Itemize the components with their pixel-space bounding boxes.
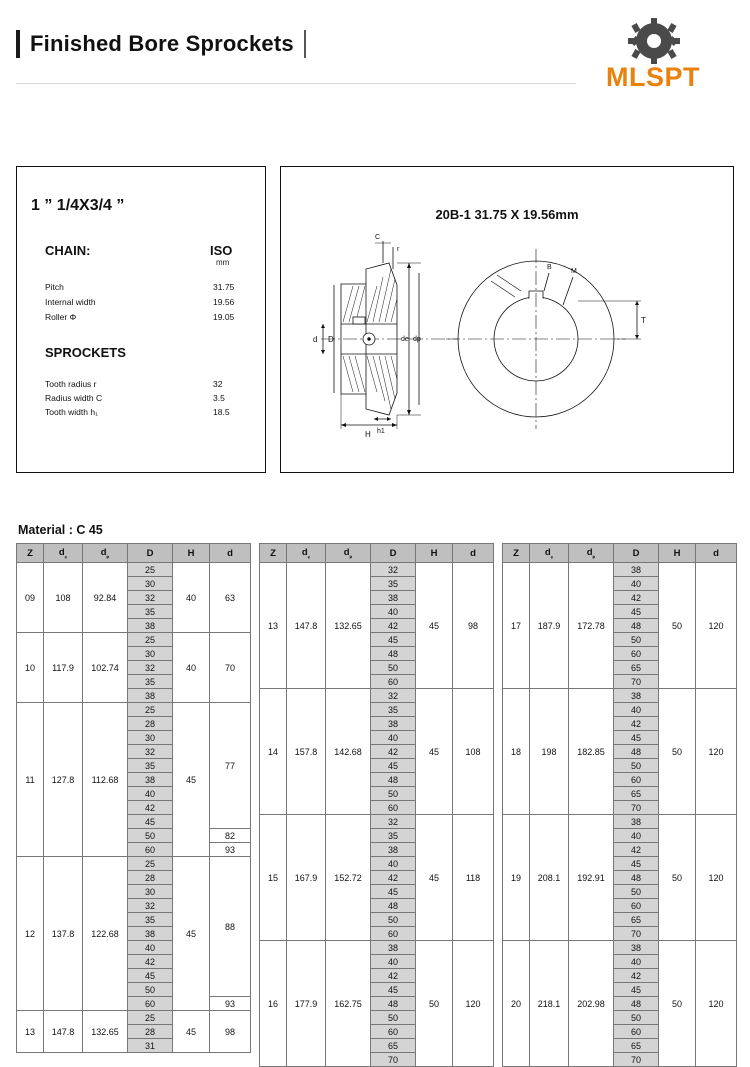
sprocket-table-middle xyxy=(259,543,494,1067)
column-header: d xyxy=(210,544,251,563)
cell-bore: 42 xyxy=(128,801,173,815)
cell-dp: 112.68 xyxy=(83,703,128,857)
cell-dp: 152.72 xyxy=(326,815,371,941)
cell-bore: 60 xyxy=(128,997,173,1011)
page-title-wrap xyxy=(16,30,306,58)
cell-bore: 48 xyxy=(371,997,416,1011)
cell-d: 120 xyxy=(696,815,737,941)
cell-bore: 65 xyxy=(371,1039,416,1053)
column-header: d xyxy=(696,544,737,563)
cell-bore: 35 xyxy=(128,605,173,619)
cell-bore: 32 xyxy=(128,899,173,913)
cell-d: 120 xyxy=(696,689,737,815)
column-header: Z xyxy=(17,544,44,563)
cell-z: 13 xyxy=(260,563,287,689)
svg-text:de: de xyxy=(401,336,409,343)
cell-bore: 42 xyxy=(371,969,416,983)
svg-text:T: T xyxy=(641,316,646,325)
column-header: D xyxy=(128,544,173,563)
cell-bore: 45 xyxy=(128,969,173,983)
cell-bore: 28 xyxy=(128,1025,173,1039)
cell-h: 45 xyxy=(173,857,210,1011)
sprocket-table-left xyxy=(16,543,251,1053)
logo-wordmark: MLSPT xyxy=(606,62,700,92)
cell-bore: 50 xyxy=(614,633,659,647)
table-row xyxy=(260,941,494,955)
cell-bore: 50 xyxy=(614,885,659,899)
cell-de: 108 xyxy=(44,563,83,633)
cell-h: 50 xyxy=(659,563,696,689)
table-row xyxy=(503,689,737,703)
cell-bore: 60 xyxy=(614,899,659,913)
cell-bore: 48 xyxy=(371,647,416,661)
iso-unit-label: mm xyxy=(216,258,230,267)
cell-bore: 50 xyxy=(371,661,416,675)
cell-bore: 60 xyxy=(614,773,659,787)
cell-bore: 38 xyxy=(614,941,659,955)
cell-bore: 31 xyxy=(128,1039,173,1053)
cell-bore: 42 xyxy=(128,955,173,969)
cell-bore: 40 xyxy=(371,857,416,871)
cell-bore: 40 xyxy=(614,829,659,843)
cell-de: 208.1 xyxy=(530,815,569,941)
cell-d: 88 xyxy=(210,857,251,997)
cell-bore: 70 xyxy=(614,801,659,815)
cell-bore: 38 xyxy=(371,591,416,605)
cell-dp: 162.75 xyxy=(326,941,371,1067)
cell-h: 45 xyxy=(416,689,453,815)
cell-bore: 38 xyxy=(128,689,173,703)
column-header: $d_{_e}$ xyxy=(287,544,326,563)
spec-label: Internal width xyxy=(45,297,96,307)
cell-de: 198 xyxy=(530,689,569,815)
cell-bore: 30 xyxy=(128,731,173,745)
cell-bore: 32 xyxy=(371,689,416,703)
cell-bore: 45 xyxy=(614,605,659,619)
spec-value: 19.05 xyxy=(213,312,235,322)
cell-d: 120 xyxy=(453,941,494,1067)
cell-dp: 102.74 xyxy=(83,633,128,703)
cell-bore: 65 xyxy=(614,661,659,675)
cell-bore: 50 xyxy=(371,787,416,801)
cell-bore: 48 xyxy=(614,871,659,885)
cell-bore: 48 xyxy=(614,745,659,759)
spec-label: Tooth width h₁ xyxy=(45,407,98,417)
cell-bore: 60 xyxy=(614,1025,659,1039)
cell-d: 77 xyxy=(210,703,251,829)
cell-h: 50 xyxy=(659,941,696,1067)
table-row xyxy=(260,815,494,829)
cell-bore: 70 xyxy=(614,675,659,689)
cell-bore: 60 xyxy=(614,647,659,661)
table-row xyxy=(17,703,251,717)
cell-z: 10 xyxy=(17,633,44,703)
cell-bore: 45 xyxy=(128,815,173,829)
cell-de: 147.8 xyxy=(44,1011,83,1053)
cell-bore: 38 xyxy=(371,843,416,857)
cell-h: 45 xyxy=(173,703,210,857)
column-header: Z xyxy=(503,544,530,563)
cell-bore: 35 xyxy=(371,703,416,717)
cell-bore: 38 xyxy=(614,815,659,829)
cell-bore: 35 xyxy=(128,913,173,927)
cell-h: 50 xyxy=(659,815,696,941)
svg-text:B: B xyxy=(547,264,552,271)
cell-d: 98 xyxy=(210,1011,251,1053)
cell-de: 218.1 xyxy=(530,941,569,1067)
sprocket-table-right xyxy=(502,543,737,1067)
cell-bore: 40 xyxy=(371,955,416,969)
cell-d: 70 xyxy=(210,633,251,703)
cell-dp: 122.68 xyxy=(83,857,128,1011)
cell-bore: 32 xyxy=(371,815,416,829)
cell-bore: 40 xyxy=(371,731,416,745)
cell-bore: 38 xyxy=(128,619,173,633)
cell-de: 147.8 xyxy=(287,563,326,689)
svg-text:C: C xyxy=(375,234,381,241)
table-row xyxy=(503,563,737,577)
cell-de: 157.8 xyxy=(287,689,326,815)
table-header-row xyxy=(17,544,251,563)
cell-bore: 42 xyxy=(371,871,416,885)
cell-h: 45 xyxy=(173,1011,210,1053)
cell-bore: 38 xyxy=(371,717,416,731)
cell-bore: 50 xyxy=(371,1011,416,1025)
column-header: H xyxy=(659,544,696,563)
cell-bore: 40 xyxy=(614,955,659,969)
spec-label: Pitch xyxy=(45,282,64,292)
column-header: D xyxy=(371,544,416,563)
column-header: Z xyxy=(260,544,287,563)
cell-bore: 38 xyxy=(614,689,659,703)
table-row xyxy=(260,689,494,703)
company-logo xyxy=(578,18,728,92)
cell-de: 187.9 xyxy=(530,563,569,689)
cell-bore: 42 xyxy=(614,591,659,605)
cell-z: 11 xyxy=(17,703,44,857)
cell-bore: 50 xyxy=(371,913,416,927)
cell-h: 40 xyxy=(173,563,210,633)
cell-h: 45 xyxy=(416,563,453,689)
cell-de: 117.9 xyxy=(44,633,83,703)
cell-bore: 38 xyxy=(371,941,416,955)
cell-bore: 40 xyxy=(371,605,416,619)
sprockets-heading: SPROCKETS xyxy=(45,345,126,360)
column-header: d xyxy=(453,544,494,563)
cell-bore: 42 xyxy=(614,843,659,857)
cell-bore: 50 xyxy=(128,983,173,997)
cell-bore: 42 xyxy=(371,619,416,633)
cell-de: 137.8 xyxy=(44,857,83,1011)
column-header: H xyxy=(173,544,210,563)
cell-bore: 42 xyxy=(371,745,416,759)
cell-dp: 192.91 xyxy=(569,815,614,941)
svg-text:H: H xyxy=(365,430,371,439)
spec-value: 18.5 xyxy=(213,407,230,417)
cell-bore: 25 xyxy=(128,563,173,577)
cell-bore: 25 xyxy=(128,633,173,647)
cell-bore: 50 xyxy=(614,759,659,773)
cell-z: 15 xyxy=(260,815,287,941)
cell-bore: 30 xyxy=(128,647,173,661)
column-header: H xyxy=(416,544,453,563)
diagram-title: 20B-1 31.75 X 19.56mm xyxy=(435,207,579,222)
cell-bore: 35 xyxy=(128,675,173,689)
cell-z: 16 xyxy=(260,941,287,1067)
cell-dp: 132.65 xyxy=(326,563,371,689)
cell-de: 127.8 xyxy=(44,703,83,857)
cell-d: 120 xyxy=(696,941,737,1067)
chain-size-label: 1 ” 1/4X3/4 ” xyxy=(31,197,125,214)
cell-dp: 202.98 xyxy=(569,941,614,1067)
spec-value: 31.75 xyxy=(213,282,235,292)
table-row xyxy=(503,815,737,829)
cell-bore: 28 xyxy=(128,717,173,731)
cell-bore: 25 xyxy=(128,703,173,717)
cell-d: 108 xyxy=(453,689,494,815)
table-row xyxy=(17,633,251,647)
header-divider xyxy=(16,83,576,84)
table-row xyxy=(260,563,494,577)
cell-bore: 32 xyxy=(128,661,173,675)
cell-bore: 38 xyxy=(614,563,659,577)
cell-bore: 42 xyxy=(614,969,659,983)
cell-bore: 45 xyxy=(614,857,659,871)
svg-text:h1: h1 xyxy=(377,428,385,435)
cell-bore: 60 xyxy=(371,675,416,689)
table-header-row xyxy=(503,544,737,563)
cell-z: 18 xyxy=(503,689,530,815)
cell-bore: 45 xyxy=(371,983,416,997)
column-header: $d_{_p}$ xyxy=(83,544,128,563)
cell-bore: 45 xyxy=(371,885,416,899)
cell-bore: 45 xyxy=(614,983,659,997)
cell-d: 98 xyxy=(453,563,494,689)
cell-bore: 45 xyxy=(614,731,659,745)
cell-bore: 60 xyxy=(371,927,416,941)
cell-bore: 48 xyxy=(371,899,416,913)
cell-bore: 38 xyxy=(128,927,173,941)
table-row xyxy=(503,941,737,955)
cell-d: 82 xyxy=(210,829,251,843)
spec-value: 19.56 xyxy=(213,297,235,307)
table-row xyxy=(17,563,251,577)
cell-bore: 30 xyxy=(128,577,173,591)
svg-text:r: r xyxy=(397,246,400,253)
cell-z: 09 xyxy=(17,563,44,633)
cell-d: 63 xyxy=(210,563,251,633)
cell-h: 40 xyxy=(173,633,210,703)
cell-bore: 70 xyxy=(371,1053,416,1067)
cell-de: 177.9 xyxy=(287,941,326,1067)
spec-label: Roller Φ xyxy=(45,312,77,322)
sprocket-technical-drawing xyxy=(301,229,713,444)
cell-bore: 25 xyxy=(128,857,173,871)
chain-heading: CHAIN: xyxy=(45,243,91,258)
cell-bore: 48 xyxy=(614,619,659,633)
cell-z: 12 xyxy=(17,857,44,1011)
iso-heading: ISO xyxy=(210,243,233,258)
cell-bore: 65 xyxy=(614,787,659,801)
spec-value: 32 xyxy=(213,379,223,389)
column-header: $d_{_e}$ xyxy=(530,544,569,563)
table-row xyxy=(17,1011,251,1025)
cell-z: 17 xyxy=(503,563,530,689)
spec-label: Radius width C xyxy=(45,393,103,403)
svg-text:d: d xyxy=(313,335,318,344)
cell-bore: 70 xyxy=(614,1053,659,1067)
cell-bore: 50 xyxy=(614,1011,659,1025)
cell-bore: 42 xyxy=(614,717,659,731)
cell-bore: 45 xyxy=(371,633,416,647)
cell-bore: 38 xyxy=(128,773,173,787)
cell-z: 14 xyxy=(260,689,287,815)
cell-dp: 182.85 xyxy=(569,689,614,815)
cell-bore: 60 xyxy=(128,843,173,857)
svg-text:dp: dp xyxy=(413,336,421,343)
cell-d: 93 xyxy=(210,843,251,857)
cell-dp: 172.78 xyxy=(569,563,614,689)
cell-bore: 32 xyxy=(128,591,173,605)
cell-bore: 40 xyxy=(614,703,659,717)
table-row xyxy=(17,857,251,871)
cell-d: 118 xyxy=(453,815,494,941)
svg-text:M: M xyxy=(571,268,577,275)
page-header xyxy=(0,0,750,105)
cell-bore: 40 xyxy=(128,787,173,801)
spec-value: 3.5 xyxy=(213,393,225,403)
cell-z: 20 xyxy=(503,941,530,1067)
cell-bore: 40 xyxy=(614,577,659,591)
svg-text:D: D xyxy=(328,335,334,344)
cell-bore: 48 xyxy=(371,773,416,787)
table-header-row xyxy=(260,544,494,563)
cell-bore: 60 xyxy=(371,801,416,815)
title-accent-bar-right xyxy=(304,30,306,58)
cell-bore: 48 xyxy=(614,997,659,1011)
cell-bore: 50 xyxy=(128,829,173,843)
cell-bore: 35 xyxy=(371,829,416,843)
cell-bore: 40 xyxy=(128,941,173,955)
cell-bore: 32 xyxy=(371,563,416,577)
column-header: D xyxy=(614,544,659,563)
cell-z: 13 xyxy=(17,1011,44,1053)
material-caption: Material : C 45 xyxy=(18,523,103,537)
cell-bore: 70 xyxy=(614,927,659,941)
column-header: $d_{_e}$ xyxy=(44,544,83,563)
column-header: $d_{_p}$ xyxy=(326,544,371,563)
spec-panel xyxy=(16,166,266,473)
cell-bore: 32 xyxy=(128,745,173,759)
cell-z: 19 xyxy=(503,815,530,941)
cell-h: 50 xyxy=(659,689,696,815)
cell-h: 45 xyxy=(416,815,453,941)
spec-label: Tooth radius r xyxy=(45,379,97,389)
diagram-panel xyxy=(280,166,734,473)
cell-bore: 60 xyxy=(371,1025,416,1039)
cell-bore: 35 xyxy=(128,759,173,773)
column-header: $d_{_p}$ xyxy=(569,544,614,563)
cell-d: 120 xyxy=(696,563,737,689)
sprocket-gear-icon xyxy=(616,18,692,64)
cell-dp: 142.68 xyxy=(326,689,371,815)
cell-bore: 28 xyxy=(128,871,173,885)
cell-bore: 65 xyxy=(614,913,659,927)
cell-dp: 132.65 xyxy=(83,1011,128,1053)
cell-d: 93 xyxy=(210,997,251,1011)
cell-de: 167.9 xyxy=(287,815,326,941)
cell-dp: 92.84 xyxy=(83,563,128,633)
cell-bore: 30 xyxy=(128,885,173,899)
cell-bore: 65 xyxy=(614,1039,659,1053)
page-title: Finished Bore Sprockets xyxy=(30,31,294,56)
cell-bore: 35 xyxy=(371,577,416,591)
cell-bore: 25 xyxy=(128,1011,173,1025)
cell-bore: 45 xyxy=(371,759,416,773)
cell-h: 50 xyxy=(416,941,453,1067)
